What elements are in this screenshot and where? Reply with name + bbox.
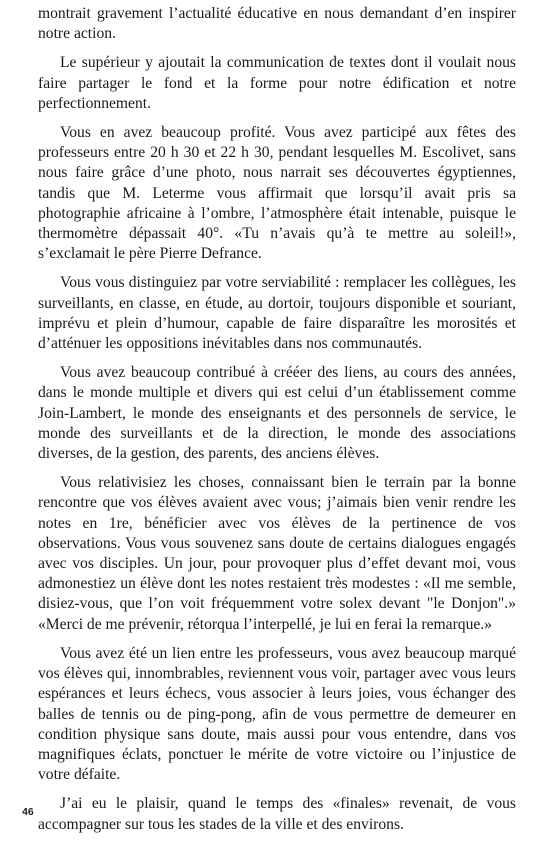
page-body: [38, 4, 516, 844]
page-number: 46: [22, 806, 34, 818]
paragraph-serviabilite: Vous vous distinguiez par votre serviabilité : remplacer les collègues, les surveillants, en classe, en étude, au dortoir, toujours disponible et souriant, imprévu et plein d’humour, capable de faire disparaître les morosités et d’atténuer les oppositions inévitables dans nos communautés.: [38, 274, 516, 353]
paragraph-superieur: Le supérieur y ajoutait la communication de textes dont il voulait nous faire partager le fond et la forme pour notre édification et notre perfectionnement.: [38, 54, 516, 112]
paragraph-continued: montrait gravement l’actualité éducative en nous demandant d’en inspirer notre action.: [38, 5, 516, 43]
paragraph-liens: Vous avez beaucoup contribué à crééer des liens, au cours des années, dans le monde multiple et divers qui est celui d’un établissement comme Join-Lambert, le monde des enseignants et des personnels de service, le monde des surveillants et de la direction, le monde des associations diverses, de la gestion, des parents, des anciens élèves.: [38, 364, 516, 463]
paragraph-fetes: Vous en avez beaucoup profité. Vous avez participé aux fêtes des professeurs entre 20 h 30 et 22 h 30, pendant lesquelles M. Escolivet, sans nous faire grâce d’une photo, nous narrait ses découvertes égyptiennes, tandis que M. Leterme vous affirmait que lorsqu’il avait pris sa photographie africaine à l’ombre, l’atmosphère était intenable, puisque le thermomètre dépassait 40°. «Tu n’avais qu’à te mettre au soleil!», s’exclamait le père Pierre Defrance.: [38, 124, 516, 263]
paragraph-relativisiez: Vous relativisiez les choses, connaissant bien le terrain par la bonne rencontre que vos élèves avaient avec vous; j’aimais bien venir rendre les notes en 1re, bénéficier avec vos élèves de la pertinence de vos observations. Vous vous souvenez sans doute de certains dialogues engagés avec vos disciples. Un jour, pour provoquer plus d’effet devant moi, vous admonestiez un élève dont les notes restaient très modestes : «Il me semble, disiez-vous, que l’on voit fréquemment votre solex devant "le Donjon".» «Merci de me prévenir, rétorqua l’interpellé, je lui en ferai la remarque.»: [38, 474, 516, 633]
paragraph-eleves: Vous avez été un lien entre les professeurs, vous avez beaucoup marqué vos élèves qui, innombrables, reviennent vous voir, partager avec vous leurs espérances et leurs échecs, vous associer à leurs joies, vous échanger des balles de tennis ou de ping-pong, afin de vous permettre de demeurer en condition physique sans doute, mais aussi pour vous entendre, dans vos magnifiques éclats, ponctuer le mérite de votre victoire ou l’injustice de votre défaite.: [38, 644, 516, 784]
paragraph-finales: J’ai eu le plaisir, quand le temps des «finales» revenait, de vous accompagner sur tous les stades de la ville et des environs.: [38, 795, 516, 833]
